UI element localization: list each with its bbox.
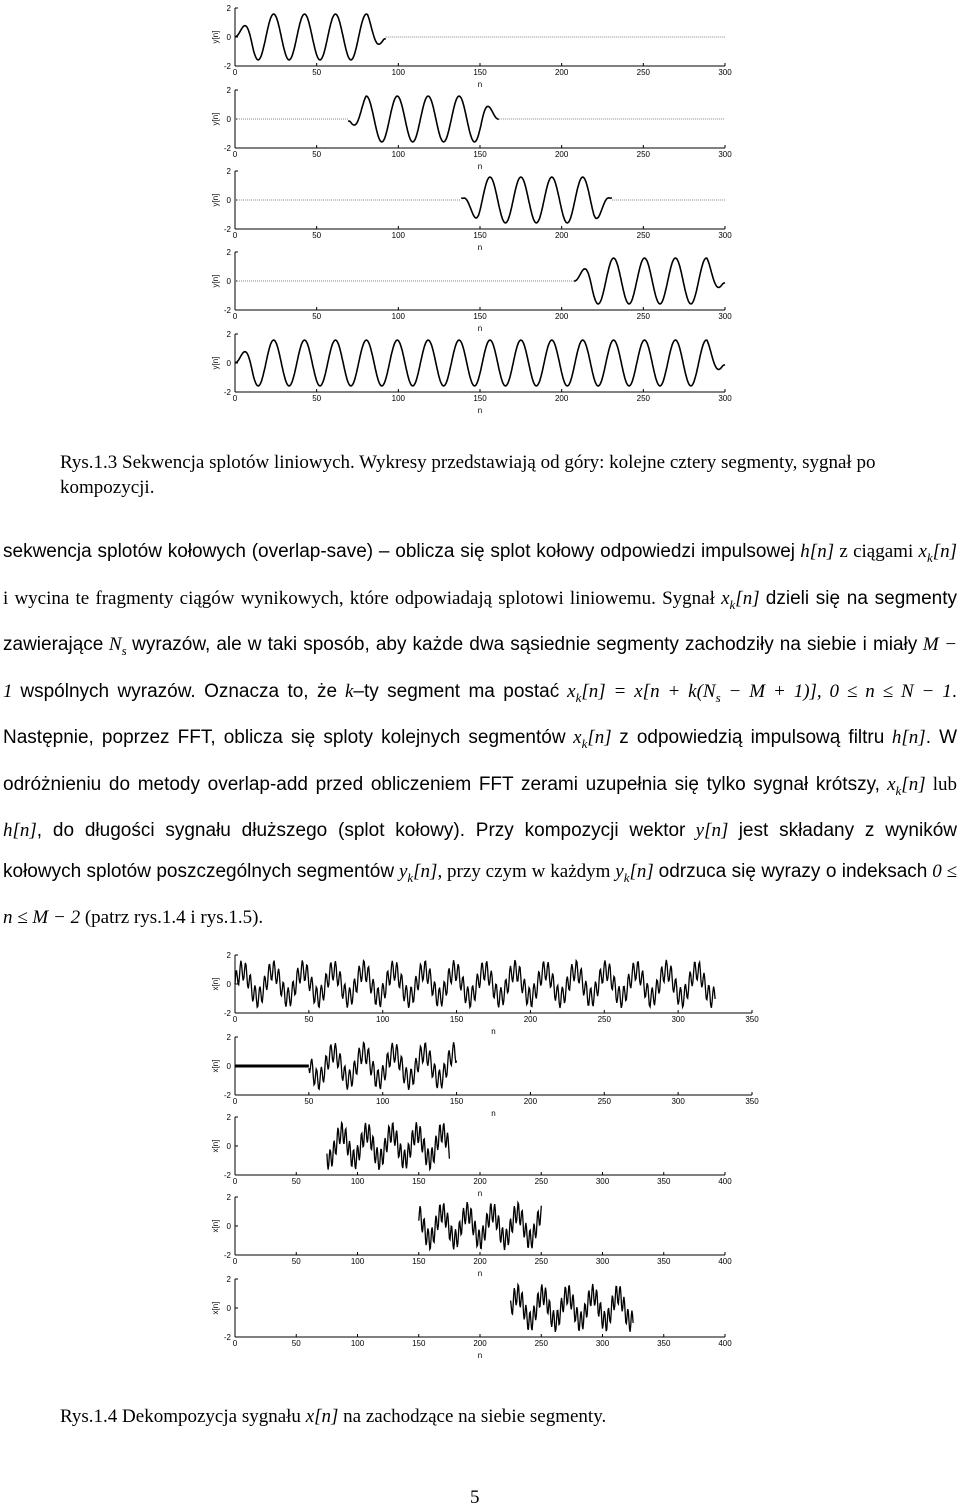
y-tick-label: -2 (223, 1009, 231, 1018)
x-tick-label: 100 (391, 231, 406, 240)
y-axis-label: x[n] (211, 1059, 220, 1073)
x-tick-label: 300 (718, 312, 732, 321)
x-tick-label: 50 (291, 1257, 301, 1266)
signal-trace (235, 340, 725, 386)
x-tick-label: 50 (304, 1097, 314, 1106)
x-tick-label: 100 (391, 150, 406, 159)
plot-panel-segment-4 (211, 248, 732, 333)
x-tick-label: 50 (304, 1015, 314, 1024)
signal-trace (309, 1042, 457, 1090)
x-tick-label: 300 (718, 394, 732, 403)
y-axis-label: y[n] (211, 193, 220, 207)
x-tick-label: 400 (718, 1257, 732, 1266)
x-tick-label: 250 (636, 312, 651, 321)
x-tick-label: 350 (745, 1097, 759, 1106)
x-tick-label: 0 (232, 150, 238, 159)
y-axis-label: x[n] (211, 1301, 220, 1315)
y-tick-label: -2 (223, 144, 231, 153)
plot-panel-composed (211, 330, 732, 415)
x-tick-label: 0 (232, 68, 238, 77)
figure-1-caption: Rys.1.3 Sekwencja splotów liniowych. Wykresy przedstawiają od góry: kolejne cztery segmenty, sygnał po kompozycji. (60, 452, 876, 498)
y-tick-label: 2 (226, 1033, 231, 1042)
x-tick-label: 250 (534, 1177, 548, 1186)
x-tick-label: 50 (312, 231, 322, 240)
figure-2 (0, 945, 960, 1370)
plot-panel-segment-3 (211, 1193, 732, 1278)
y-tick-label: -2 (223, 306, 231, 315)
x-axis-label: n (477, 1351, 483, 1360)
y-tick-label: 0 (226, 33, 231, 42)
x-tick-label: 150 (412, 1177, 426, 1186)
y-tick-label: 2 (226, 1113, 231, 1122)
y-tick-label: -2 (223, 1333, 231, 1342)
x-tick-label: 300 (718, 150, 732, 159)
plot-panel-segment-3 (211, 167, 732, 252)
x-tick-label: 300 (671, 1015, 685, 1024)
x-tick-label: 300 (718, 231, 732, 240)
y-tick-label: -2 (223, 1251, 231, 1260)
x-tick-label: 400 (718, 1177, 732, 1186)
x-axis-label: n (477, 1189, 483, 1198)
x-tick-label: 350 (657, 1257, 671, 1266)
x-tick-label: 200 (523, 1097, 538, 1106)
x-tick-label: 200 (554, 231, 569, 240)
x-tick-label: 300 (595, 1257, 610, 1266)
x-tick-label: 300 (718, 68, 732, 77)
y-tick-label: 0 (226, 980, 231, 989)
y-tick-label: 0 (226, 196, 231, 205)
x-tick-label: 200 (473, 1257, 487, 1266)
x-tick-label: 150 (449, 1015, 464, 1024)
signal-trace (327, 1122, 450, 1170)
y-tick-label: 2 (226, 248, 231, 257)
y-tick-label: 2 (226, 4, 231, 13)
y-tick-label: 0 (226, 115, 231, 124)
x-tick-label: 200 (523, 1015, 538, 1024)
x-tick-label: 100 (350, 1257, 365, 1266)
y-tick-label: 0 (226, 1142, 231, 1151)
signal-trace (574, 258, 725, 304)
x-axis-label: n (477, 243, 483, 252)
x-tick-label: 350 (657, 1177, 671, 1186)
x-tick-label: 150 (473, 394, 487, 403)
x-tick-label: 50 (312, 394, 322, 403)
y-tick-label: -2 (223, 1091, 231, 1100)
x-tick-label: 350 (745, 1015, 759, 1024)
x-tick-label: 150 (473, 68, 487, 77)
figure-2-caption: Rys.1.4 Dekompozycja sygnału x[n] na zachodzące na siebie segmenty. (60, 1406, 607, 1427)
y-axis-label: y[n] (211, 112, 220, 126)
x-axis-label: n (477, 162, 483, 171)
y-tick-label: -2 (223, 225, 231, 234)
x-tick-label: 50 (312, 312, 322, 321)
y-tick-label: -2 (223, 62, 231, 71)
x-tick-label: 200 (554, 68, 569, 77)
x-tick-label: 100 (350, 1339, 365, 1348)
y-tick-label: 2 (226, 951, 231, 960)
x-tick-label: 150 (412, 1257, 426, 1266)
y-tick-label: 0 (226, 359, 231, 368)
y-tick-label: 0 (226, 1304, 231, 1313)
plot-panel-segment-2 (211, 86, 732, 171)
x-axis-label: n (477, 80, 483, 89)
x-tick-label: 250 (597, 1097, 611, 1106)
x-axis-label: n (491, 1027, 496, 1036)
x-tick-label: 0 (232, 1339, 238, 1348)
x-tick-label: 0 (232, 231, 238, 240)
y-tick-label: 2 (226, 1193, 231, 1202)
x-tick-label: 250 (636, 394, 651, 403)
x-tick-label: 200 (554, 394, 569, 403)
x-tick-label: 250 (636, 68, 651, 77)
signal-trace (419, 1202, 542, 1250)
x-tick-label: 200 (554, 312, 569, 321)
plot-panel-segment-1 (211, 4, 732, 89)
x-tick-label: 0 (232, 1177, 238, 1186)
signal-trace (348, 96, 499, 142)
y-axis-label: y[n] (211, 30, 220, 44)
x-tick-label: 150 (473, 150, 487, 159)
x-tick-label: 400 (718, 1339, 732, 1348)
x-tick-label: 200 (473, 1177, 487, 1186)
x-tick-label: 100 (391, 68, 406, 77)
signal-trace (235, 960, 715, 1008)
x-tick-label: 200 (473, 1339, 487, 1348)
y-tick-label: 2 (226, 86, 231, 95)
x-tick-label: 0 (232, 312, 238, 321)
x-tick-label: 0 (232, 1257, 238, 1266)
x-tick-label: 50 (312, 150, 322, 159)
x-tick-label: 100 (350, 1177, 365, 1186)
y-tick-label: 0 (226, 1062, 231, 1071)
x-axis-label: n (477, 324, 483, 333)
x-tick-label: 300 (671, 1097, 685, 1106)
x-tick-label: 0 (232, 1015, 238, 1024)
x-tick-label: 150 (412, 1339, 426, 1348)
figure-1 (0, 0, 960, 420)
signal-trace (511, 1284, 633, 1332)
x-tick-label: 100 (391, 394, 406, 403)
x-tick-label: 300 (595, 1177, 610, 1186)
x-tick-label: 250 (636, 150, 651, 159)
plot-panel-segment-2 (211, 1113, 732, 1198)
y-axis-label: x[n] (211, 1219, 220, 1233)
y-tick-label: 2 (226, 167, 231, 176)
y-tick-label: -2 (223, 388, 231, 397)
body-paragraph: sekwencja splotów kołowych (overlap-save) – oblicza się splot kołowy odpowiedzi impulsowej h[n] z ciągami $x_k[n]$ i wycina te fragmenty ciągów wynikowych, które odpowiadają splotowi liniowemu. Sygnał $x_k[n]$ dzieli się na segmenty zawierające $N_s$ wyrazów, ale w taki sposób, aby każde dwa sąsiednie segmenty zachodziły na siebie i miały M − 1 wspólnych wyrazów. Oznacza to, że k–ty segment ma postać $x_k[n] = x[n + k(N_s - M + 1)]$, 0 ≤ n ≤ N − 1. Następnie, poprzez FFT, oblicza się sploty kolejnych segmentów $x_k[n]$ z odpowiedzią impulsową filtru h[n]. W odróżnieniu do metody overlap-add przed obliczeniem FFT zerami uzupełnia się tylko sygnał krótszy, $x_k[n]$ lub h[n], do długości sygnału dłuższego (splot kołowy). Przy kompozycji wektor y[n] jest składany z wyników kołowych splotów poszczególnych segmentów $y_k[n]$, przy czym w każdym $y_k[n]$ odrzuca się wyrazy o indeksach 0 ≤ n ≤ M − 2 (patrz rys.1.4 i rys.1.5). (3, 541, 958, 928)
signal-trace (461, 177, 612, 223)
x-tick-label: 50 (291, 1339, 301, 1348)
x-tick-label: 0 (232, 1097, 238, 1106)
x-tick-label: 250 (534, 1339, 548, 1348)
x-tick-label: 150 (473, 231, 487, 240)
x-tick-label: 100 (376, 1097, 390, 1106)
x-tick-label: 250 (597, 1015, 611, 1024)
x-axis-label: n (491, 1109, 496, 1118)
plot-panel-segment-1 (211, 1033, 759, 1118)
x-axis-label: n (477, 1269, 483, 1278)
x-tick-label: 150 (449, 1097, 464, 1106)
y-tick-label: 0 (226, 1222, 231, 1231)
x-tick-label: 250 (534, 1257, 548, 1266)
x-axis-label: n (477, 406, 483, 415)
y-axis-label: y[n] (211, 274, 220, 288)
y-tick-label: 2 (226, 1275, 231, 1284)
x-tick-label: 350 (657, 1339, 671, 1348)
x-tick-label: 300 (595, 1339, 610, 1348)
y-tick-label: 2 (226, 330, 231, 339)
y-axis-label: y[n] (211, 356, 220, 370)
x-tick-label: 50 (312, 68, 322, 77)
x-tick-label: 50 (291, 1177, 301, 1186)
x-tick-label: 0 (232, 394, 238, 403)
x-tick-label: 100 (376, 1015, 390, 1024)
y-tick-label: 0 (226, 277, 231, 286)
plot-panel-full-signal (211, 951, 759, 1036)
y-axis-label: x[n] (211, 1139, 220, 1153)
x-tick-label: 200 (554, 150, 569, 159)
signal-trace (235, 14, 386, 60)
x-tick-label: 250 (636, 231, 651, 240)
y-tick-label: -2 (223, 1171, 231, 1180)
x-tick-label: 150 (473, 312, 487, 321)
x-tick-label: 100 (391, 312, 406, 321)
page-number: 5 (470, 1487, 480, 1508)
plot-panel-segment-4 (211, 1275, 732, 1360)
y-axis-label: x[n] (211, 977, 220, 991)
